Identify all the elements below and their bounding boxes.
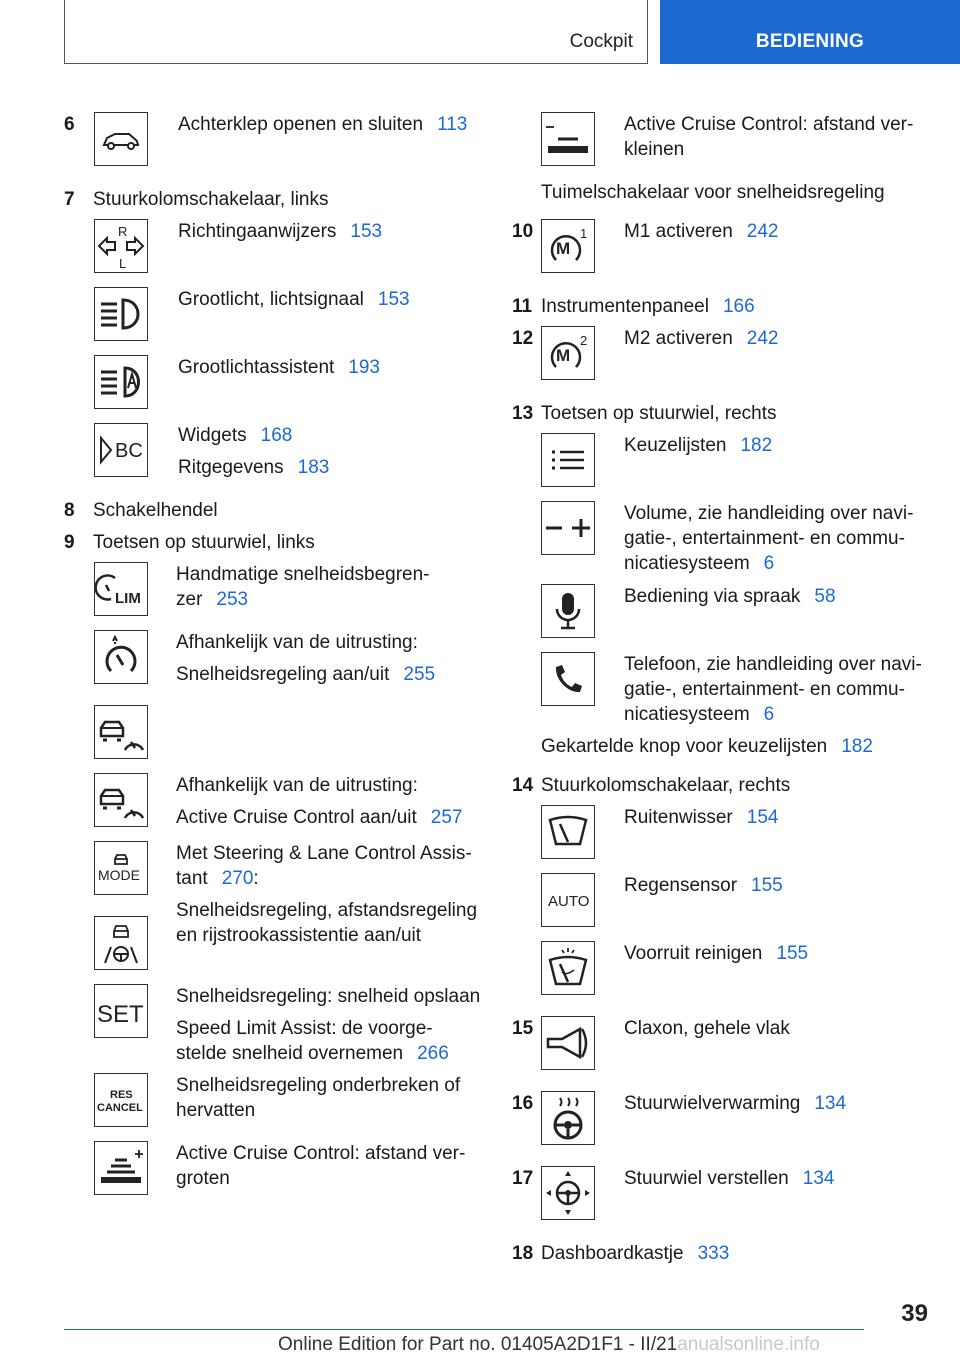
horn-icon bbox=[541, 1016, 595, 1070]
item-9b-ref-link[interactable]: 255 bbox=[403, 664, 436, 685]
item-9c-text: Afhankelijk van de uitrusting: Active Cruise Control aan/uit 257 bbox=[176, 775, 463, 828]
item-13b-text: Volume, zie handleiding over navi- gatie-, entertainment- en commu- nicatiesysteem 6 bbox=[624, 503, 914, 574]
lane-assist-icon bbox=[94, 916, 148, 970]
item-9: 9 Toetsen op stuurwiel, links bbox=[64, 532, 315, 553]
item-7b-ref-link[interactable]: 153 bbox=[377, 289, 410, 310]
item-11-ref-link[interactable]: 166 bbox=[722, 296, 755, 317]
item-7c-text: Grootlichtassistent 193 bbox=[178, 357, 380, 378]
svg-text:LIM: LIM bbox=[115, 590, 141, 607]
svg-text:R: R bbox=[118, 224, 128, 239]
microphone-icon bbox=[541, 584, 595, 638]
windscreen-wash-icon bbox=[541, 941, 595, 995]
svg-text:SET: SET bbox=[97, 1001, 144, 1028]
item-14c-ref-link[interactable]: 155 bbox=[776, 943, 809, 964]
acc-icon bbox=[94, 705, 148, 759]
rocker-switch-text: Tuimelschakelaar voor snelheidsregeling bbox=[541, 182, 885, 203]
item-17-text: Stuurwiel verstellen 134 bbox=[624, 1168, 835, 1189]
svg-text:M: M bbox=[556, 346, 571, 365]
item-10-text: M1 activeren 242 bbox=[624, 221, 779, 242]
item-9g-text: Active Cruise Control: afstand ver- groten bbox=[176, 1143, 466, 1189]
svg-text:CANCEL: CANCEL bbox=[97, 1102, 143, 1114]
page-number: 39 bbox=[901, 1300, 928, 1327]
item-16-text: Stuurwielverwarming 134 bbox=[624, 1093, 847, 1114]
header-section-title: Cockpit bbox=[569, 31, 633, 52]
item-7: 7 Stuurkolomschakelaar, links bbox=[64, 189, 329, 210]
item-13c-ref-link[interactable]: 58 bbox=[814, 586, 836, 607]
bc-widget-icon bbox=[94, 423, 148, 477]
item-13: 13 Toetsen op stuurwiel, rechts bbox=[512, 403, 777, 424]
item-16-number: 16 bbox=[512, 1093, 534, 1114]
item-13e-text: Gekartelde knop voor keuzelijsten 182 bbox=[541, 736, 873, 757]
item-9b-text: Afhankelijk van de uitrusting: Snelheidsregeling aan/uit 255 bbox=[176, 632, 436, 685]
header-section-box bbox=[64, 0, 648, 64]
item-13d-ref-link[interactable]: 6 bbox=[763, 704, 775, 725]
volume-icon bbox=[541, 501, 595, 555]
item-9a-ref-link[interactable]: 253 bbox=[216, 589, 249, 610]
svg-text:BC: BC bbox=[115, 440, 143, 462]
distance-increase-icon bbox=[94, 1141, 148, 1195]
item-10-number: 10 bbox=[512, 221, 534, 242]
steering-heat-icon bbox=[541, 1091, 595, 1145]
item-13c-text: Bediening via spraak 58 bbox=[624, 586, 836, 607]
item-9d-ref-link[interactable]: 270 bbox=[221, 868, 254, 889]
right-acc-text: Active Cruise Control: afstand ver- kleinen bbox=[624, 114, 914, 160]
item-14: 14 Stuurkolomschakelaar, rechts bbox=[512, 775, 791, 796]
list-icon bbox=[541, 433, 595, 487]
m1-icon bbox=[541, 219, 595, 273]
item-10-ref-link[interactable]: 242 bbox=[746, 221, 779, 242]
item-12-number: 12 bbox=[512, 328, 534, 349]
item-7c-ref-link[interactable]: 193 bbox=[348, 357, 380, 378]
item-16-ref-link[interactable]: 134 bbox=[814, 1093, 847, 1114]
item-9e-ref-link[interactable]: 266 bbox=[417, 1043, 449, 1064]
svg-text:1: 1 bbox=[580, 226, 588, 241]
item-13b-ref-link[interactable]: 6 bbox=[763, 553, 775, 574]
item-9c-ref-link[interactable]: 257 bbox=[430, 807, 463, 828]
item-6-ref-link[interactable]: 113 bbox=[437, 114, 468, 135]
acc-icon bbox=[94, 773, 148, 827]
cruise-control-icon bbox=[94, 630, 148, 684]
steering-adjust-icon bbox=[541, 1166, 595, 1220]
high-beam-assistant-icon bbox=[94, 355, 148, 409]
res-cancel-icon bbox=[94, 1073, 148, 1127]
item-6-number: 6 bbox=[64, 114, 75, 135]
watermark-site: anualsonline.info bbox=[677, 1334, 820, 1355]
svg-text:AUTO: AUTO bbox=[548, 893, 590, 910]
item-12-text: M2 activeren 242 bbox=[624, 328, 779, 349]
wiper-icon bbox=[541, 805, 595, 859]
item-14b-text: Regensensor 155 bbox=[624, 875, 783, 896]
item-14b-ref-link[interactable]: 155 bbox=[751, 875, 783, 896]
header-chapter-tab[interactable] bbox=[660, 0, 960, 64]
tailgate-icon bbox=[94, 112, 148, 166]
item-15-number: 15 bbox=[512, 1018, 534, 1039]
mode-icon bbox=[94, 841, 148, 895]
svg-text:2: 2 bbox=[580, 333, 588, 348]
item-18-ref-link[interactable]: 333 bbox=[697, 1243, 730, 1264]
item-17-ref-link[interactable]: 134 bbox=[802, 1168, 835, 1189]
set-icon bbox=[94, 984, 148, 1038]
item-13e-ref-link[interactable]: 182 bbox=[841, 736, 873, 757]
footer-divider bbox=[64, 1329, 864, 1330]
svg-text:M: M bbox=[556, 239, 571, 258]
item-14a-text: Ruitenwisser 154 bbox=[624, 807, 779, 828]
svg-text:RES: RES bbox=[110, 1089, 133, 1101]
turn-signal-icon bbox=[94, 219, 148, 273]
phone-icon bbox=[541, 652, 595, 706]
item-14c-text: Voorruit reinigen 155 bbox=[624, 943, 809, 964]
item-9a-text: Handmatige snelheidsbegren- zer 253 bbox=[176, 564, 430, 610]
item-11: 11 Instrumentenpaneel 166 bbox=[512, 296, 755, 317]
item-9d-text: Met Steering & Lane Control Assis- tant 270: Snelheidsregeling, afstandsregeling en rijstrookassistentie aan/uit bbox=[176, 843, 478, 946]
footer-edition: Online Edition for Part no. 01405A2D1F1 - II/21anualsonline.info bbox=[278, 1334, 820, 1355]
auto-icon bbox=[541, 873, 595, 927]
item-13d-text: Telefoon, zie handleiding over navi- gatie-, entertainment- en commu- nicatiesysteem 6 bbox=[624, 654, 922, 725]
speed-limiter-icon bbox=[94, 562, 148, 616]
item-18: 18 Dashboardkastje 333 bbox=[512, 1243, 730, 1264]
item-9e-text: Snelheidsregeling: snelheid opslaan Speed Limit Assist: de voorge- stelde snelheid overnemen 266 bbox=[176, 986, 481, 1064]
item-14a-ref-link[interactable]: 154 bbox=[746, 807, 779, 828]
distance-decrease-icon bbox=[541, 112, 595, 166]
m2-icon bbox=[541, 326, 595, 380]
svg-text:L: L bbox=[119, 256, 127, 271]
svg-text:MODE: MODE bbox=[98, 867, 140, 883]
item-13a-text: Keuzelijsten 182 bbox=[624, 435, 773, 456]
high-beam-icon bbox=[94, 287, 148, 341]
item-8: 8 Schakelhendel bbox=[64, 500, 218, 521]
item-7d-text: Widgets 168 Ritgegevens 183 bbox=[178, 425, 330, 478]
item-7b-text: Grootlicht, lichtsignaal 153 bbox=[178, 289, 410, 310]
header-chapter-title: BEDIENING bbox=[755, 31, 865, 52]
item-7d-ref-link[interactable]: 168 bbox=[260, 425, 293, 446]
item-7a-text: Richtingaanwijzers 153 bbox=[178, 221, 383, 242]
item-7e-ref-link[interactable]: 183 bbox=[297, 457, 330, 478]
item-15-text: Claxon, gehele vlak bbox=[624, 1018, 790, 1039]
item-17-number: 17 bbox=[512, 1168, 534, 1189]
item-12-ref-link[interactable]: 242 bbox=[746, 328, 779, 349]
item-9f-text: Snelheidsregeling onderbreken of hervatten bbox=[176, 1075, 461, 1121]
item-6-text: Achterklep openen en sluiten 113 bbox=[178, 114, 468, 135]
item-7a-ref-link[interactable]: 153 bbox=[350, 221, 383, 242]
item-13a-ref-link[interactable]: 182 bbox=[740, 435, 773, 456]
